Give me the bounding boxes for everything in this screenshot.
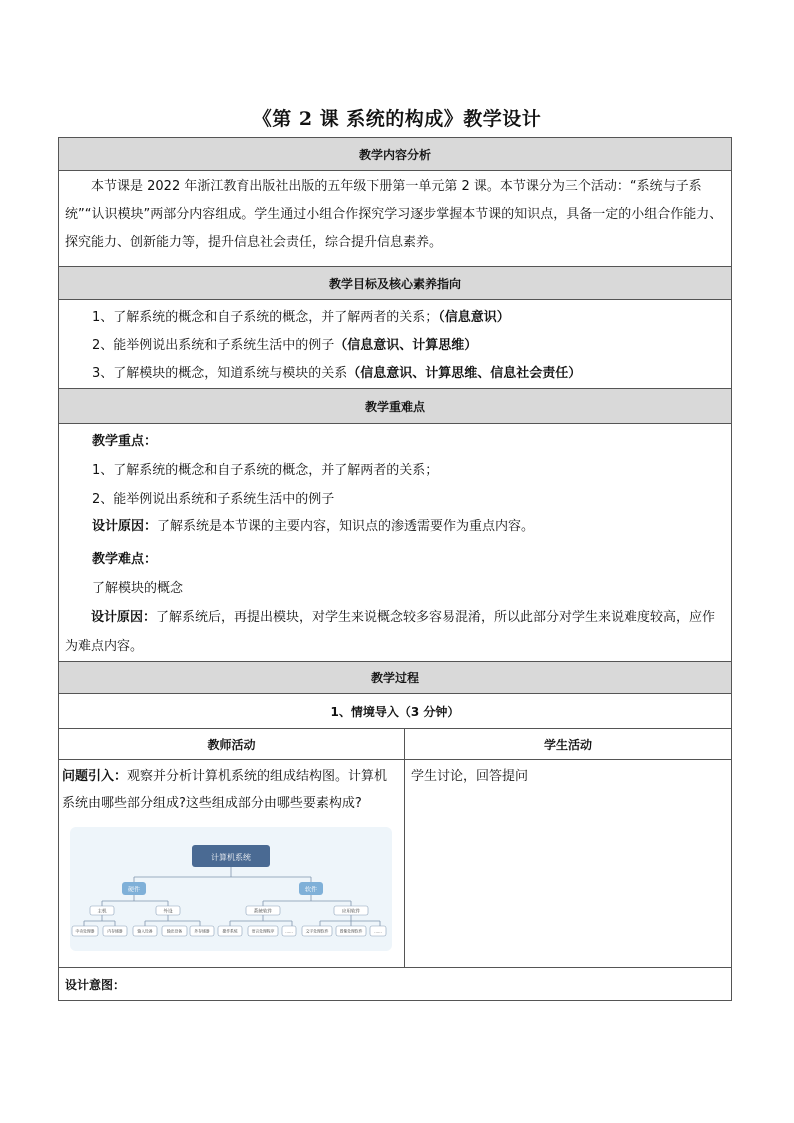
difficulty-label: 教学难点： xyxy=(92,552,158,567)
reason-text: 了解系统是本节课的主要内容，知识点的渗透需要作为重点内容。 xyxy=(157,519,535,534)
question-label: 问题引入： xyxy=(62,769,128,784)
student-activity-header: 学生活动 xyxy=(543,737,592,752)
key-points-header: 教学重难点 xyxy=(59,389,731,424)
objectives-header: 教学目标及核心素养指向 xyxy=(59,267,731,300)
content-analysis-header: 教学内容分析 xyxy=(59,138,731,171)
student-activity-text: 学生讨论，回答提问 xyxy=(411,769,529,784)
content-analysis-text: 本节课是 2022 年浙江教育出版社出版的五年级下册第一单元第 2 课。本节课分为三个活动：“系统与子系统”“认识模块”两部分内容组成。学生通过小组合作探究学习逐步掌握本节课的知识点，具备一定的小组合作能力、探究能力、创新能力等，提升信息社会责任，综合提升信息素养。 xyxy=(65,179,723,250)
step-title: 1、情境导入（3 分钟） xyxy=(59,694,731,729)
diagram-leaf: 图像处理软件 xyxy=(339,928,363,934)
student-activity-cell xyxy=(405,760,731,967)
diagram-software-label: 软件 xyxy=(304,886,318,894)
activity-row xyxy=(59,760,731,968)
objectives-section xyxy=(59,300,731,389)
diagram-svg xyxy=(70,827,392,951)
diagram-leaf: 内存储器 xyxy=(107,928,123,934)
question-intro xyxy=(62,763,398,817)
difficulty-text: 了解模块的概念 xyxy=(92,581,184,596)
teacher-activity-cell xyxy=(59,760,405,967)
process-header: 教学过程 xyxy=(59,662,731,694)
objective-text: 1、了解系统的概念和自子系统的概念，并了解两者的关系； xyxy=(92,310,439,325)
diagram-leaf: 输出设备 xyxy=(166,928,183,934)
lesson-table xyxy=(58,137,732,1001)
focus-label: 教学重点： xyxy=(92,434,158,449)
question-text: 观察并分析计算机系统的组成结构图。计算机系统由哪些部分组成?这些组成部分由哪些要素构成? xyxy=(62,769,388,811)
diagram-leaf: 文字处理软件 xyxy=(305,928,329,934)
focus-reason xyxy=(59,514,731,539)
diagram-leaf: 外存储器 xyxy=(194,928,210,934)
diagram-sys-software-label: 系统软件 xyxy=(253,909,273,915)
difficulty-reason xyxy=(59,603,731,661)
diagram-leaf: …… xyxy=(374,928,382,934)
objective-item-1 xyxy=(59,304,731,332)
activity-header-row xyxy=(59,729,731,760)
diagram-leaf: 语言处理程序 xyxy=(251,928,275,934)
reason-text: 了解系统后，再提出模块，对学生来说概念较多容易混淆，所以此部分对学生来说难度较高，应作为难点内容。 xyxy=(65,610,716,654)
diagram-level2-boxes xyxy=(90,906,368,915)
diagram-peripheral-label: 外设 xyxy=(163,909,173,915)
diagram-leaf: 操作系统 xyxy=(222,928,238,934)
design-intent-row xyxy=(59,968,731,1000)
page-title: 《第 2 课 系统的构成》教学设计 xyxy=(252,108,542,130)
objective-tag: （信息意识、计算思维） xyxy=(334,338,478,353)
diagram-connectors xyxy=(84,867,380,926)
teacher-activity-header: 教师活动 xyxy=(59,729,405,759)
computer-system-diagram xyxy=(70,827,392,951)
key-points-section xyxy=(59,424,731,662)
diagram-root-label: 计算机系统 xyxy=(211,853,251,862)
reason-label: 设计原因： xyxy=(91,610,157,625)
diagram-hardware-label: 硬件 xyxy=(127,886,141,894)
diagram-leaf: 输入设备 xyxy=(137,928,153,934)
diagram-app-software-label: 应用软件 xyxy=(341,909,361,915)
objective-tag: （信息意识、计算思维、信息社会责任） xyxy=(347,366,582,381)
diagram-leaf: 中央处理器 xyxy=(75,928,95,934)
diagram-host-label: 主机 xyxy=(97,909,107,915)
design-intent-label: 设计意图： xyxy=(65,977,126,992)
focus-item-1: 1、了解系统的概念和自子系统的概念，并了解两者的关系； xyxy=(92,463,439,478)
content-analysis-section xyxy=(59,171,731,267)
objective-item-2 xyxy=(59,332,731,360)
objective-text: 3、了解模块的概念，知道系统与模块的关系 xyxy=(92,366,348,381)
objective-item-3 xyxy=(59,360,731,388)
objective-tag: （信息意识） xyxy=(438,310,510,325)
objective-text: 2、能举例说出系统和子系统生活中的例子 xyxy=(92,338,335,353)
reason-label: 设计原因： xyxy=(92,519,158,534)
diagram-leaf: …… xyxy=(285,928,293,934)
focus-item-2: 2、能举例说出系统和子系统生活中的例子 xyxy=(92,492,335,507)
